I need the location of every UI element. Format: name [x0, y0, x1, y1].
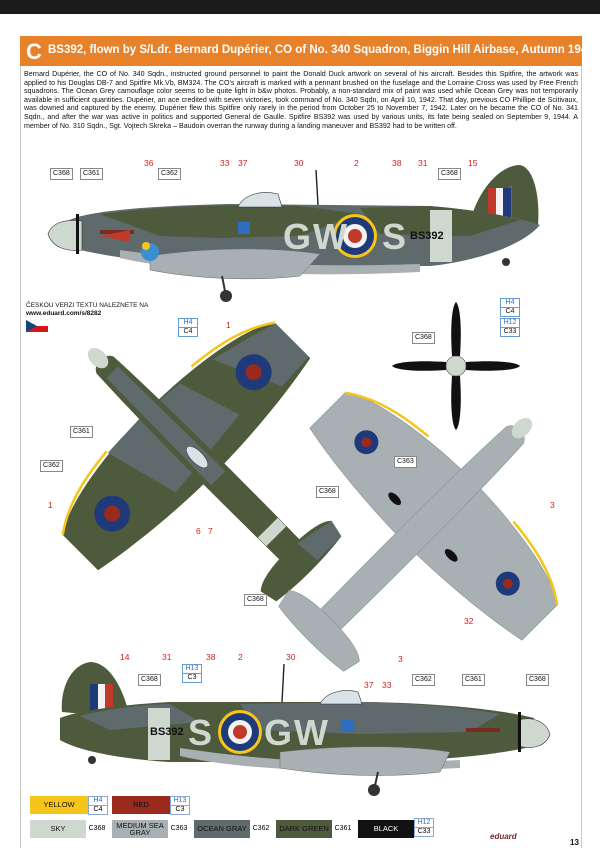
legend-medium-sea-gray: MEDIUM SEA GRAY — [112, 820, 168, 838]
callout-3-b: 3 — [398, 654, 403, 664]
legend-red-top: H13 — [171, 797, 189, 806]
callout-14: 14 — [120, 652, 130, 662]
side-code-right-b: S — [188, 712, 213, 753]
legend-og-code: C362 — [252, 825, 270, 832]
callout-7: 7 — [208, 526, 213, 536]
callout-c368-g: C368 — [526, 674, 549, 686]
eduard-logo: eduard — [490, 832, 517, 841]
side-code-left-b: GW — [264, 712, 330, 753]
callout-33-b: 33 — [382, 680, 392, 690]
callout-36: 36 — [144, 158, 154, 168]
legend-red-bottom: C3 — [175, 806, 185, 813]
legend-red: RED — [112, 796, 170, 814]
legend-black-code — [414, 818, 434, 837]
legend-red-code — [170, 796, 190, 815]
callout-c33-a: C33 — [503, 328, 517, 335]
callout-c368-f: C368 — [138, 674, 161, 686]
legend-sky-code: C368 — [88, 825, 106, 832]
callout-c362-c: C362 — [412, 674, 435, 686]
callout-2-b: 2 — [238, 652, 243, 662]
callout-c361-a: C361 — [80, 168, 103, 180]
czech-note-url: www.eduard.com/s/8282 — [26, 310, 102, 317]
legend-ocean-gray: OCEAN GRAY — [194, 820, 250, 838]
legend-yellow-code — [88, 796, 108, 815]
callout-6: 6 — [196, 526, 201, 536]
callout-c362-a: C362 — [158, 168, 181, 180]
callout-h12-a: H12 — [501, 319, 519, 328]
side-serial-b: BS392 — [150, 726, 184, 738]
callout-c4-a: C4 — [183, 328, 193, 335]
callout-15: 15 — [468, 158, 478, 168]
callout-c368-e: C368 — [316, 486, 339, 498]
callout-c368-d: C368 — [412, 332, 435, 344]
callout-c362-b: C362 — [40, 460, 63, 472]
callout-c363: C363 — [394, 456, 417, 468]
page-number: 13 — [570, 838, 579, 847]
callout-3-a: 3 — [550, 500, 555, 510]
callout-31: 31 — [418, 158, 428, 168]
callout-h13: H13 — [183, 665, 201, 674]
legend-yellow-bottom: C4 — [93, 806, 103, 813]
callout-h4-b: H4 — [501, 299, 519, 308]
callout-2: 2 — [354, 158, 359, 168]
callout-38: 38 — [392, 158, 402, 168]
callout-37: 37 — [238, 158, 248, 168]
callout-30: 30 — [294, 158, 304, 168]
side-code-right: S — [382, 216, 407, 257]
callout-33: 33 — [220, 158, 230, 168]
legend-sky: SKY — [30, 820, 86, 838]
profile-description: Bernard Dupérier, the CO of No. 340 Sqdn., instructed ground personnel to paint the Donald Duck artwork on several of his aircraft. Besides this Spitfire, the artwork was applied to his Douglas DB-7 and Spitfire Mk.Vb, BM324. The CO's aircraft is marked with a pennant brushed on the fuselage and the Lorraine Cross was used by Free French squadrons. The Ocean Grey camouflage color seems to be quite light in b&w photos. Probably, a non-standard mix of paint was used while Ocean Grey was not temporarily available in sufficient quantities. Dupérier, an ace credited with seven victories, took command of No. 340 Sqdn, on April 10, 1942. That day, previous CO Phillipe de Scitivaux, was downed and captured by the enemy. Dupérier flew this Spitfire only rarely in the period from October 25 to November 7, 1942. Later on he became the CO of No. 341 Sqdn., and after the war was active in politics and supported General de Gaulle. Spitfire BS392 was used by various units, its fate being sealed on September 9, 1944. A member of No. 310 Sqdn., Sgt. Vojtech Skreka – Baudoin overran the runway during a landing maneuver and BS392 had to be written off. — [24, 70, 578, 130]
callout-32: 32 — [464, 616, 474, 626]
legend-black-bottom: C33 — [417, 828, 431, 835]
callout-c368-a: C368 — [50, 168, 73, 180]
side-serial: BS392 — [410, 230, 444, 242]
side-code-left: GW — [283, 216, 349, 257]
callout-38-b: 38 — [206, 652, 216, 662]
legend-msg-code: C363 — [170, 825, 188, 832]
callout-h4-a: H4 — [179, 319, 197, 328]
legend-yellow-top: H4 — [89, 797, 107, 806]
callout-c368-c: C368 — [244, 594, 267, 606]
callout-1-b: 1 — [48, 500, 53, 510]
callout-30-b: 30 — [286, 652, 296, 662]
profile-letter: C — [26, 39, 42, 64]
callout-1-a: 1 — [226, 320, 231, 330]
legend-dg-code: C361 — [334, 825, 352, 832]
czech-note-line1: ČESKOU VERZI TEXTU NALEZNETE NA — [26, 302, 149, 309]
profile-title: BS392, flown by S/Ldr. Bernard Dupérier, CO of No. 340 Squadron, Biggin Hill Airbase, Autumn 1942 — [48, 44, 594, 56]
callout-c368-b: C368 — [438, 168, 461, 180]
callout-c361-c: C361 — [462, 674, 485, 686]
legend-black-top: H12 — [415, 819, 433, 828]
callout-c3: C3 — [187, 674, 197, 681]
callout-31-b: 31 — [162, 652, 172, 662]
callout-c4-b: C4 — [505, 308, 515, 315]
legend-black: BLACK — [358, 820, 414, 838]
callout-h13-c3 — [182, 664, 202, 683]
callout-37-b: 37 — [364, 680, 374, 690]
legend-yellow: YELLOW — [30, 796, 88, 814]
callout-c361-b: C361 — [70, 426, 93, 438]
legend-dark-green: DARK GREEN — [276, 820, 332, 838]
